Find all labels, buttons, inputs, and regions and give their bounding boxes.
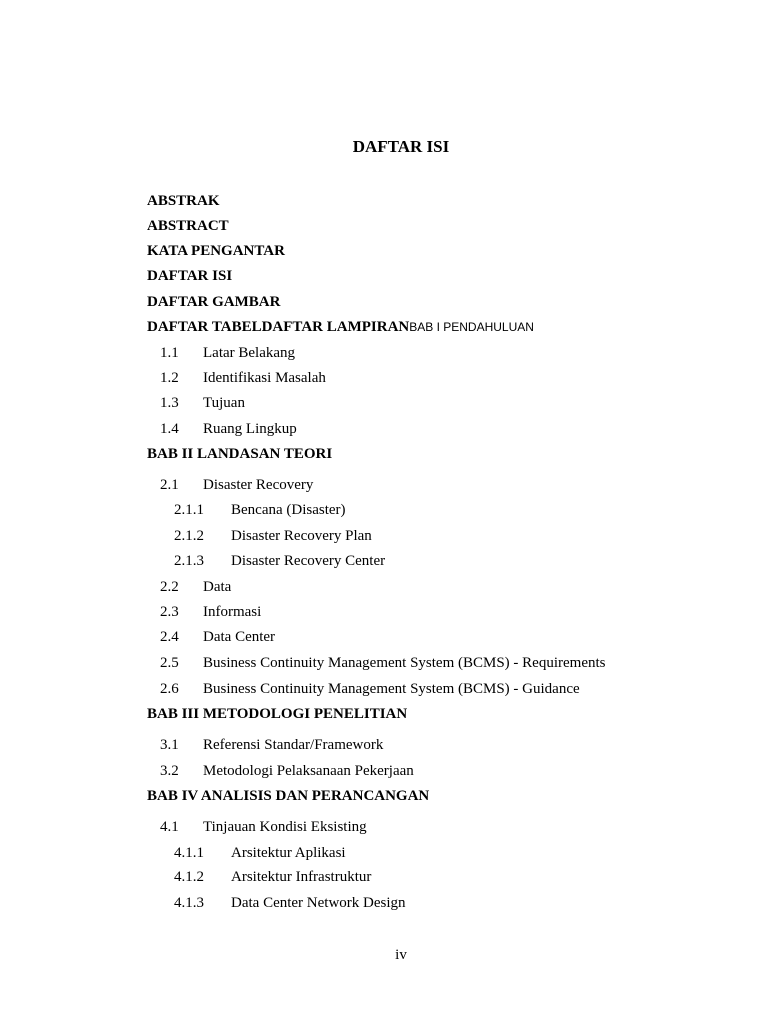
toc-number: 4.1.3 [174, 895, 204, 911]
toc-chapter-heading: BAB IV ANALISIS DAN PERANCANGAN [147, 788, 430, 804]
toc-number: 1.1 [160, 345, 179, 361]
toc-label: Informasi [203, 604, 262, 620]
toc-number: 2.5 [160, 655, 179, 671]
toc-number: 2.1 [160, 477, 179, 493]
toc-label: Disaster Recovery Plan [231, 528, 372, 544]
toc-entry-daftar-tabel-lampiran: DAFTAR TABELDAFTAR LAMPIRAN [147, 319, 410, 335]
toc-label: Bencana (Disaster) [231, 502, 346, 518]
toc-label: Data Center [203, 629, 276, 645]
toc-label: Metodologi Pelaksanaan Pekerjaan [203, 763, 414, 779]
toc-label: Disaster Recovery [203, 477, 314, 493]
toc-label: Disaster Recovery Center [231, 553, 386, 569]
toc-entry-kata-pengantar: KATA PENGANTAR [147, 243, 285, 259]
toc-entry-abstract: ABSTRACT [147, 218, 229, 234]
toc-label: Business Continuity Management System (BCMS) - Requirements [203, 655, 606, 671]
toc-label: Referensi Standar/Framework [203, 737, 384, 753]
toc-number: 4.1.1 [174, 845, 204, 861]
toc-label: Business Continuity Management System (BCMS) - Guidance [203, 681, 580, 697]
toc-label: Arsitektur Infrastruktur [231, 869, 372, 885]
toc-label: Ruang Lingkup [203, 421, 297, 437]
toc-chapter-heading: BAB II LANDASAN TEORI [147, 446, 333, 462]
toc-label: Tinjauan Kondisi Eksisting [203, 819, 367, 835]
toc-chapter-heading: BAB III METODOLOGI PENELITIAN [147, 706, 408, 722]
toc-number: 4.1 [160, 819, 179, 835]
toc-entry-bab-1-heading: BAB I PENDAHULUAN [409, 320, 534, 334]
toc-label: Data [203, 579, 232, 595]
page-title: DAFTAR ISI [352, 137, 450, 156]
toc-number: 1.3 [160, 395, 179, 411]
toc-number: 2.4 [160, 629, 179, 645]
toc-number: 2.1.3 [174, 553, 204, 569]
toc-number: 2.1.2 [174, 528, 204, 544]
page-number: iv [395, 947, 407, 963]
toc-number: 3.2 [160, 763, 179, 779]
toc-label: Latar Belakang [203, 345, 296, 361]
toc-entry-abstrak: ABSTRAK [147, 193, 220, 209]
toc-number: 1.2 [160, 370, 179, 386]
toc-label: Identifikasi Masalah [203, 370, 326, 386]
toc-label: Arsitektur Aplikasi [231, 845, 346, 861]
toc-number: 2.3 [160, 604, 179, 620]
toc-number: 4.1.2 [174, 869, 204, 885]
toc-entry-daftar-gambar: DAFTAR GAMBAR [147, 294, 281, 310]
toc-label: Data Center Network Design [231, 895, 406, 911]
toc-entry-daftar-isi: DAFTAR ISI [147, 268, 233, 284]
toc-number: 1.4 [160, 421, 179, 437]
toc-number: 2.6 [160, 681, 179, 697]
toc-label: Tujuan [203, 395, 245, 411]
toc-entry-combined [147, 318, 534, 336]
toc-number: 3.1 [160, 737, 179, 753]
toc-number: 2.1.1 [174, 502, 204, 518]
toc-number: 2.2 [160, 579, 179, 595]
